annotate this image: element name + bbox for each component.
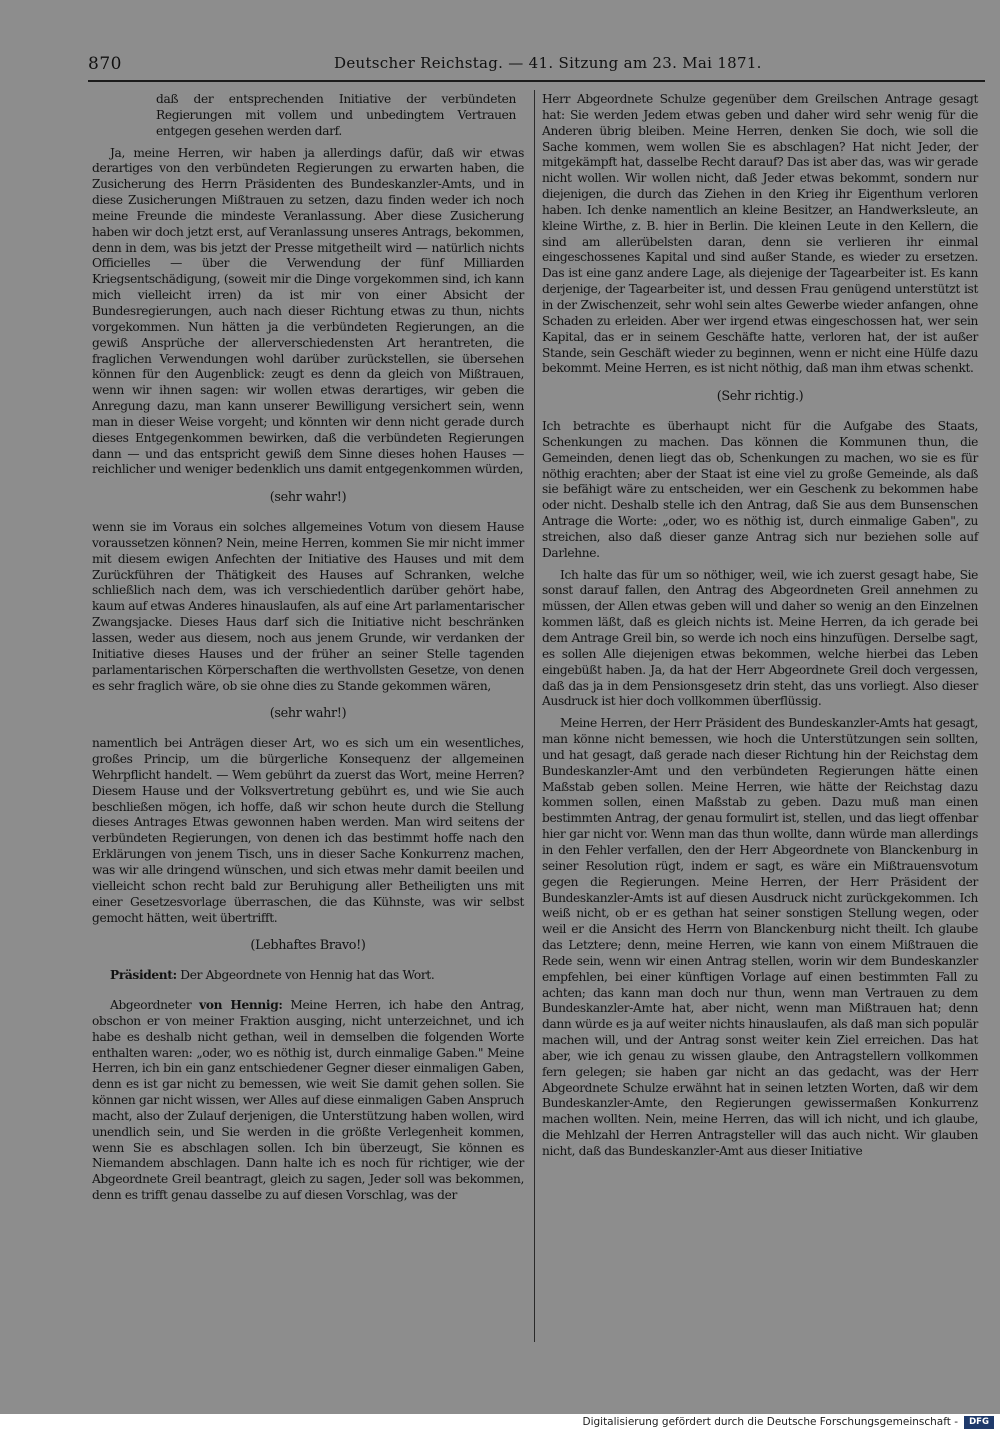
page-header	[88, 50, 985, 82]
right-column	[542, 92, 978, 1166]
dfg-logo: DFG	[964, 1416, 994, 1429]
digitization-footer	[0, 1414, 1000, 1432]
funding-notice: Digitalisierung gefördert durch die Deutsche Forschungsgemeinschaft -	[582, 1416, 958, 1428]
paragraph: Meine Herren, der Herr Präsident des Bundeskanzler-Amts hat gesagt, man könne nicht bemessen, wie hoch die Unterstützungen sein sollten, und hat gesagt, daß gerade nach dieser Richtung hin der Reichstag dem Bundeskanzler-Amt und den verbündeten Regierungen hätte einen Maßstab geben sollen. Meine Herren, wie hätte der Reichstag dazu kommen sollen, einen Maßstab zu geben. Dazu muß man einen bestimmten Antrag, der genau formulirt ist, stellen, und das liegt offenbar hier gar nicht vor. Wenn man das thun wollte, dann würde man allerdings in den Fehler verfallen, den der Herr Abgeordnete von Blanckenburg in seiner Resolution rügt, indem er sagt, es wäre ein Mißtrauensvotum gegen die Regierungen. Meine Herren, der Herr Präsident der Bundeskanzler-Amts ist auf diesen Ausdruck nicht zurückgekommen. Ich weiß nicht, ob er es gethan hat seiner sonstigen Stellung wegen, oder weil er die Ansicht des Herrn von Blanckenburg nicht theilt. Ich glaube das Letztere; denn, meine Herren, wie kann von einem Mißtrauen die Rede sein, wenn wir einen Antrag stellen, worin wir dem Bundeskanzler empfehlen, bei einer künftigen Vorlage auf einen bestimmten Fall zu achten; das kann man doch nur thun, wenn man Vertrauen zu dem Bundeskanzler-Amte hat, aber nicht, wenn man Mißtrauen hat; denn dann würde es ja auf weiter nichts hinauslaufen, als daß man sich populär machen will, und der Antrag sonst weiter kein Ziel erreichen. Das hat aber, wie ich genau zu wissen glaube, den Antragstellern vollkommen fern gelegen; sie haben gar nicht an das gedacht, was der Herr Abgeordnete Schulze erwähnt hat in seinen letzten Worten, daß wir dem Bundeskanzler-Amte, den Regierungen gewissermaßen Konkurrenz machen wollten. Nein, meine Herren, das will ich nicht, und ich glaube, die Mehlzahl der Herren Antragsteller will das auch nicht. Wir glauben nicht, daß das Bundeskanzler-Amt aus dieser Initiative	[542, 716, 978, 1158]
speaker-title: Abgeordneter	[110, 998, 192, 1013]
paragraph: wenn sie im Voraus ein solches allgemeines Votum von diesem Hause voraussetzen können? Nein, meine Herren, kommen Sie mir nicht immer mit diesem ewigen Anfechten der Initiative des Hauses und mit dem Zurückführen der Thätigkeit des Hauses auf Schranken, welche schließlich nach dem, was ich verschiedentlich darüber gehört habe, kaum auf etwas Anderes hinauslaufen, als auf eine Art parlamentarischer Zwangsjacke. Dieses Haus darf sich die Initiative nicht beschränken lassen, weder aus diesem, noch aus jenem Grunde, wir verdanken der Initiative dieses Hauses und der früher an seiner Stelle tagenden parlamentarischen Körperschaften die werthvollsten Gesetze, von denen es sehr fraglich wäre, ob sie ohne dies zu Stande gekommen wären,	[92, 520, 524, 693]
speaker-label-president: Präsident:	[110, 968, 177, 983]
paragraph: namentlich bei Anträgen dieser Art, wo es sich um ein wesentliches, großes Princip, um die bürgerliche Konsequenz der allgemeinen Wehrpflicht handelt. — Wem gebührt da zuerst das Wort, meine Herren? Diesem Hause und der Volksvertretung gebührt es, und wie Sie auch beschließen mögen, ich hoffe, daß wir schon heute durch die Stellung dieses Antrages Etwas gewonnen haben werden. Man wird seitens der verbündeten Regierungen, von denen ich das bestimmt hoffe nach den Erklärungen von jenem Tisch, uns in dieser Sache Konkurrenz machen, was wir alle dringend wünschen, und sich etwas mehr damit beeilen und vielleicht schon recht bald zur Beruhigung aller Betheiligten uns mit einer Gesetzesvorlage überraschen, die das Kühnste, was wir selbst gemocht hätten, weit übertrifft.	[92, 736, 524, 925]
interjection: (sehr wahr!)	[269, 490, 347, 506]
paragraph: Herr Abgeordnete Schulze gegenüber dem Greilschen Antrage gesagt hat: Sie werden Jedem etwas geben und daher wird sehr wenig für die Anderen übrig bleiben. Meine Herren, denken Sie doch, wie soll die Sache kommen, wem wollen Sie es abschlagen? Hat nicht Jeder, der mitgekämpft hat, dasselbe Recht darauf? Das ist aber das, was wir gerade nicht wollen. Wir wollen nicht, daß Jeder etwas bekommt, sondern nur diejenigen, die durch das Ziehen in den Krieg ihr Eigenthum verloren haben. Ich denke namentlich an kleine Besitzer, an Handwerksleute, an kleine Wirthe, z. B. hier in Berlin. Die kleinen Leute in den Kellern, die sind am allerübelsten daran, denn sie verlieren ihr einmal eingeschossenes Kapital und sind außer Stande, es wieder zu ersetzen. Das ist eine ganz andere Lage, als diejenige der Tagearbeiter ist. Es kann derjenige, der Tagearbeiter ist, und dessen Frau genügend unterstützt ist in der Zwischenzeit, sehr wohl sein altes Gewerbe wieder anfangen, ohne Schaden zu erleiden. Aber wer irgend etwas eingeschossen hat, wer sein Kapital, das er in seinem Geschäfte hatte, verloren hat, der ist außer Stande, sein Geschäft wieder zu beginnen, wenn er nicht eine Hülfe dazu bekommt. Meine Herren, es ist nicht nöthig, daß man ihm etwas schenkt.	[542, 92, 978, 376]
speech-text: Meine Herren, ich habe den Antrag, obschon er von meiner Fraktion ausging, nicht unterzeichnet, und ich habe es deshalb nicht gethan, weil in demselben die folgenden Worte enthalten waren: „oder, wo es nöthig ist, durch einmalige Gaben." Meine Herren, ich bin ein ganz entschiedener Gegner dieser einmaligen Gaben, denn es ist gar nicht zu bemessen, wie weit Sie damit gehen sollen. Sie können gar nicht wissen, wer Alles auf diese einmaligen Gaben Anspruch macht, also der Zulauf derjenigen, die Unterstützung haben wollen, wird unendlich sein, und Sie werden in die größte Verlegenheit kommen, wenn Sie es abschlagen sollen. Ich bin überzeugt, Sie können es Niemandem abschlagen. Dann halte ich es noch für richtiger, wie der Abgeordnete Greil beantragt, gleich zu sagen, Jeder soll was bekommen, denn es trifft genau dasselbe zu auf diesen Vorschlag, was der	[92, 998, 524, 1203]
left-column	[92, 92, 524, 1210]
president-statement	[92, 968, 524, 984]
paragraph: daß der entsprechenden Initiative der verbündeten Regierungen mit vollem und unbedingtem Vertrauen entgegen gesehen werden darf.	[156, 92, 516, 138]
page-number: 870	[88, 54, 122, 74]
paragraph: Ja, meine Herren, wir haben ja allerdings dafür, daß wir etwas derartiges von den verbündeten Regierungen zu erwarten haben, die Zusicherung des Herrn Präsidenten des Bundeskanzler-Amts, und in diese Zusicherungen Mißtrauen zu setzen, dazu finden weder ich noch meine Freunde die mindeste Veranlassung. Aber diese Zusicherung haben wir doch jetzt erst, auf Veranlassung unseres Antrags, bekommen, denn in dem, was bis jetzt der Presse mitgetheilt wird — natürlich nichts Officielles — über die Verwendung der fünf Milliarden Kriegsentschädigung, (soweit mir die Dinge vorgekommen sind, ich kann mich vielleicht irren) da ist mir von einer Absicht der Bundesregierungen, auch nach dieser Richtung etwas zu thun, nichts vorgekommen. Nun hätten ja die verbündeten Regierungen, an die gewiß Ansprüche der allerverschiedensten Art herantreten, die fraglichen Verwendungen wohl darüber zurückstellen, sie übersehen können für den Augenblick: zeugt es denn da gleich von Mißtrauen, wenn wir ihnen sagen: wir wollen etwas derartiges, wir geben die Anregung dazu, man kann unserer Bewilligung versichert sein, wenn man in dieser Weise vorgeht; und könnten wir denn nicht gerade durch dieses Entgegenkommen bewirken, daß die verbündeten Regierungen dann — und das entspricht gewiß dem Sinne dieses hohen Hauses — reichlicher und weniger bedenklich uns damit entgegenkommen würden,	[92, 145, 524, 477]
interjection: (Lebhaftes Bravo!)	[250, 938, 366, 954]
running-head: Deutscher Reichstag. — 41. Sitzung am 23. Mai 1871.	[334, 54, 762, 72]
interjection: (sehr wahr!)	[269, 706, 347, 722]
speaker-name: von Hennig:	[199, 998, 283, 1013]
paragraph: Ich betrachte es überhaupt nicht für die Aufgabe des Staats, Schenkungen zu machen. Das können die Kommunen thun, die Gemeinden, denen liegt das ob, Schenkungen zu machen, wo sie es für nöthig erachten; aber der Staat ist eine viel zu große Gemeinde, als daß sie befähigt wäre zu entscheiden, wer ein Geschenk zu bekommen habe oder nicht. Deshalb stelle ich den Antrag, daß Sie aus dem Bunsenschen Antrage die Worte: „oder, wo es nöthig ist, durch einmalige Gaben", zu streichen, also daß dieser ganze Antrag sich nur beziehen solle auf Darlehne.	[542, 419, 978, 560]
paragraph: Ich halte das für um so nöthiger, weil, wie ich zuerst gesagt habe, Sie sonst darauf fallen, den Antrag des Abgeordneten Greil annehmen zu müssen, der Allen etwas geben will und daher so wenig an den Einzelnen kommen läßt, daß es gleich nichts ist. Meine Herren, da ich gerade bei dem Antrage Greil bin, so werde ich noch eins hinzufügen. Derselbe sagt, es sollen Alle diejenigen etwas bekommen, welche hierbei das Leben eingebüßt haben. Ja, da hat der Herr Abgeordnete Greil doch vergessen, daß das ja in dem Pensionsgesetz drin steht, das uns vorliegt. Also dieser Ausdruck ist hier doch vollkommen überflüssig.	[542, 567, 978, 709]
column-divider	[534, 90, 535, 1342]
interjection: (Sehr richtig.)	[716, 389, 804, 405]
speech-paragraph	[92, 998, 524, 1204]
president-text: Der Abgeordnete von Hennig hat das Wort.	[180, 968, 435, 983]
